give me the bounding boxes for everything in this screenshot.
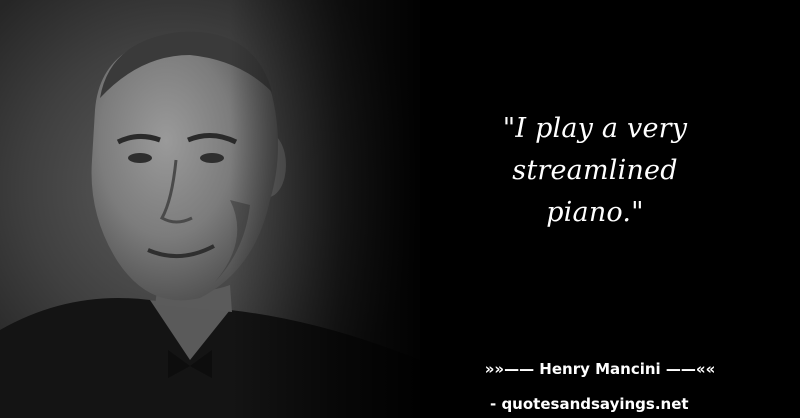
quote-author: »»—— Henry Mancini ——«« — [484, 360, 716, 378]
source-site: - quotesandsayings.net — [490, 395, 689, 413]
quote-text: "I play a very streamlined piano." — [502, 113, 688, 228]
portrait-fade-overlay — [230, 0, 430, 418]
